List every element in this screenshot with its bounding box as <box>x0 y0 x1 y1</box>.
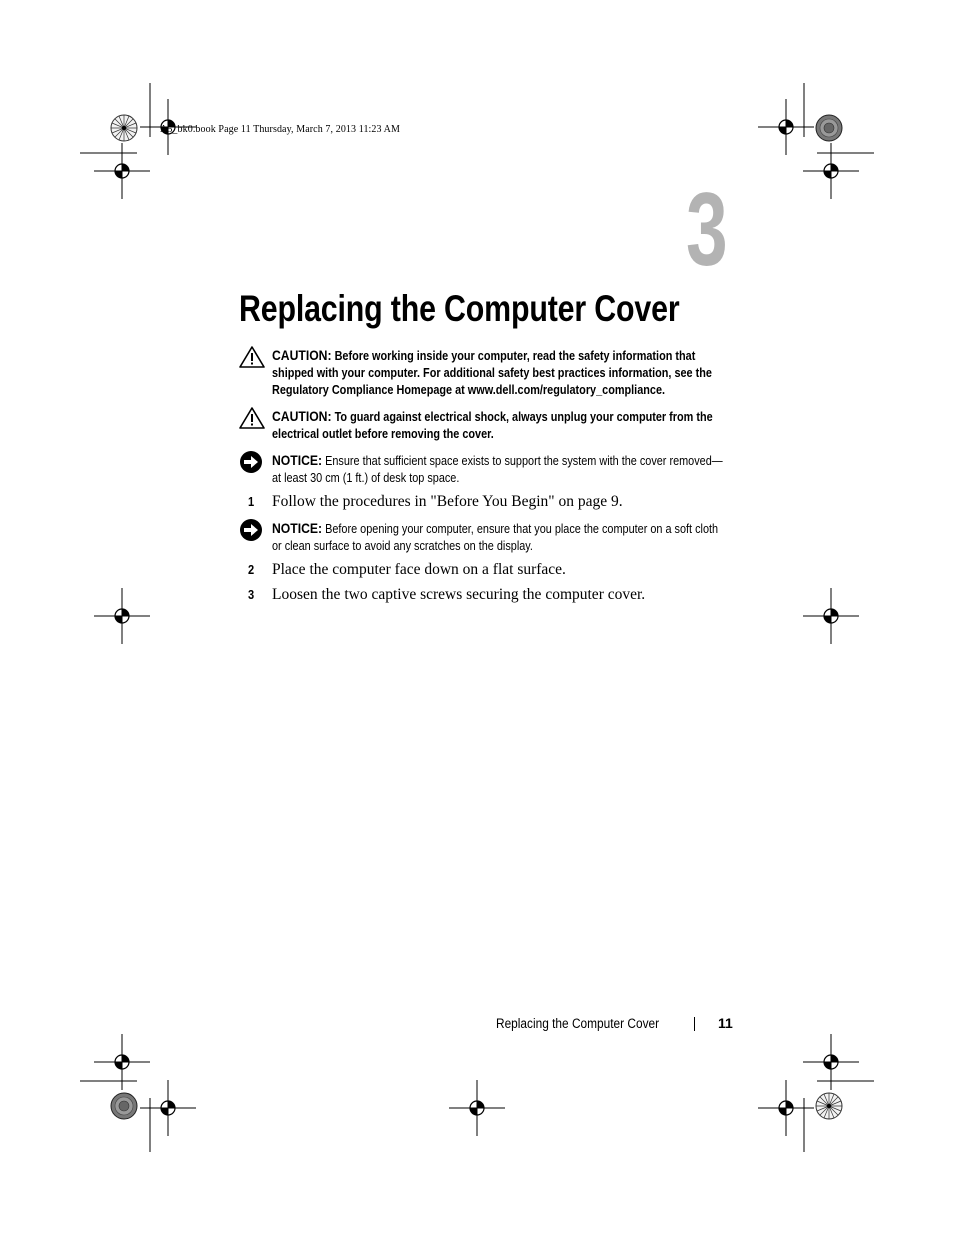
notice-arrow-icon <box>238 518 266 542</box>
step-number: 1 <box>248 494 255 509</box>
caution-text: To guard against electrical shock, always unplug your computer from the electrical outlet before removing the cover. <box>272 410 713 441</box>
step-number: 3 <box>248 587 255 602</box>
step-text: Place the computer face down on a flat surface. <box>272 561 566 578</box>
page-slug: A5_bk0.book Page 11 Thursday, March 7, 2013 11:23 AM <box>160 124 400 135</box>
notice-arrow-icon <box>238 450 266 474</box>
step-number: 2 <box>248 562 255 577</box>
notice-text: Ensure that sufficient space exists to support the system with the cover removed—at least 30 cm (1 ft.) of desk top space. <box>272 454 723 485</box>
chapter-title: Replacing the Computer Cover <box>239 288 680 329</box>
footer-divider <box>694 1017 695 1031</box>
notice-text: Before opening your computer, ensure that you place the computer on a soft cloth or clean surface to avoid any scratches on the display. <box>272 522 719 553</box>
chapter-number: 3 <box>686 172 728 288</box>
notice-label: NOTICE: <box>272 520 323 536</box>
warning-triangle-icon <box>238 406 266 430</box>
page-number: 11 <box>718 1015 733 1031</box>
step-text: Loosen the two captive screws securing the computer cover. <box>272 586 646 603</box>
footer-chapter-title: Replacing the Computer Cover <box>496 1016 660 1031</box>
notice-label: NOTICE: <box>272 452 323 468</box>
caution-label: CAUTION: <box>272 408 332 424</box>
warning-triangle-icon <box>238 345 266 369</box>
caution-label: CAUTION: <box>272 347 332 363</box>
step-text: Follow the procedures in "Before You Begin" on page 9. <box>272 493 623 510</box>
caution-text: Before working inside your computer, read the safety information that shipped with your computer. For additional safety best practices information, see the Regulatory Compliance Homepage at www.dell.com/regulatory_compliance. <box>272 349 712 397</box>
